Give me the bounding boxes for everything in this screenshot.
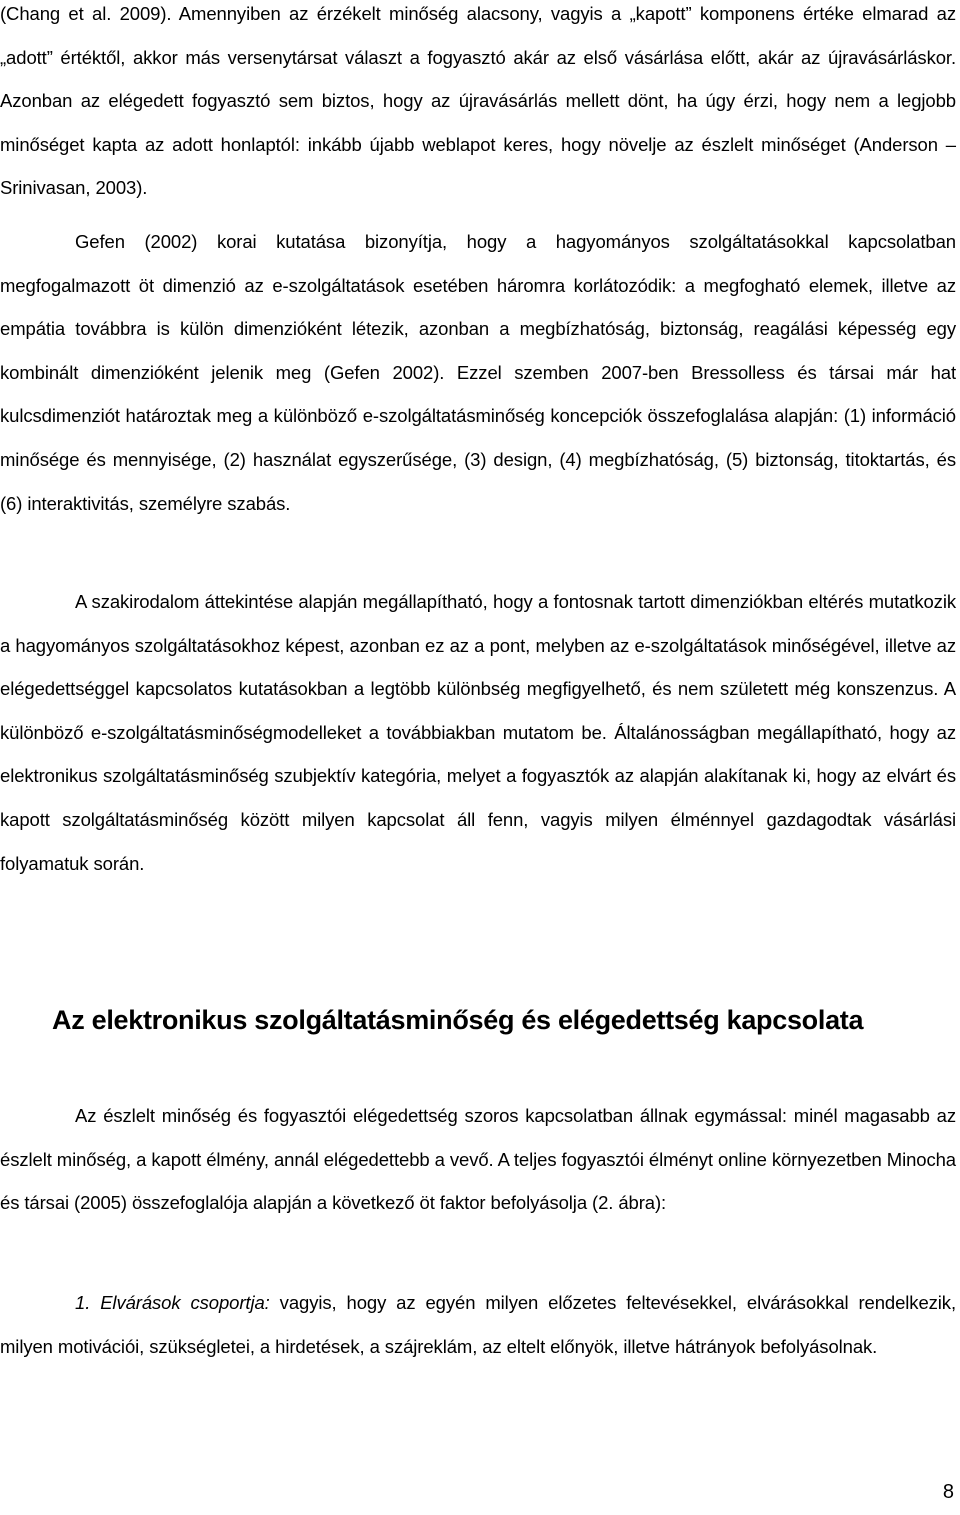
paragraph-1 xyxy=(0,0,956,210)
list-item-1-label: 1. Elvárások csoportja: xyxy=(75,1292,270,1313)
paragraph-2 xyxy=(0,220,956,525)
paragraph-2-text: Gefen (2002) korai kutatása bizonyítja, hogy a hagyományos szolgáltatásokkal kapcsolatban megfogalmazott öt dimenzió az e-szolgáltatások esetében háromra korlátozódik: a megfogható elemek, illetve az empátia továbbra is külön dimenzióként létezik, azonban a megbízhatóság, biztonság, reagálási képesség egy kombinált dimenzióként jelenik meg (Gefen 2002). Ezzel szemben 2007-ben Bressolless és társai már hat kulcsdimenziót határoztak meg a különböző e-szolgáltatásminőség koncepciók összefoglalása alapján: (1) információ minősége és mennyisége, (2) használat egyszerűsége, (3) design, (4) megbízhatóság, (5) biztonság, titoktartás, és (6) interaktivitás, személyre szabás. xyxy=(0,231,956,514)
list-item-1-text: vagyis, hogy az egyén milyen előzetes feltevésekkel, elvárásokkal rendelkezik, milyen motivációi, szükségletei, a hirdetések, a szájreklám, az eltelt előnyök, illetve hátrányok befolyásolnak. xyxy=(0,1292,956,1357)
list-item-1 xyxy=(0,1281,956,1368)
paragraph-1-text: (Chang et al. 2009). Amennyiben az érzékelt minőség alacsony, vagyis a „kapott” komponens értéke elmarad az „adott” értéktől, akkor más versenytársat választ a fogyasztó akár az első vásárlása előtt, akár az újravásárláskor. Azonban az elégedett fogyasztó sem biztos, hogy az újravásárlás mellett dönt, ha úgy érzi, hogy nem a legjobb minőséget kapta az adott honlaptól: inkább újabb weblapot keres, hogy növelje az észlelt minőséget (Anderson – Srinivasan, 2003). xyxy=(0,3,956,198)
page-number: 8 xyxy=(942,1481,954,1503)
section-heading: Az elektronikus szolgáltatásminőség és elégedettség kapcsolata xyxy=(52,1005,864,1035)
paragraph-4-text: Az észlelt minőség és fogyasztói elégedettség szoros kapcsolatban állnak egymással: minél magasabb az észlelt minőség, a kapott élmény, annál elégedettebb a vevő. A teljes fogyasztói élményt online környezetben Minocha és társai (2005) összefoglalója alapján a következő öt faktor befolyásolja (2. ábra): xyxy=(0,1105,956,1214)
paragraph-3 xyxy=(0,580,956,885)
paragraph-3-text: A szakirodalom áttekintése alapján megállapítható, hogy a fontosnak tartott dimenziókban eltérés mutatkozik a hagyományos szolgáltatásokhoz képest, azonban ez az a pont, melyben az e-szolgáltatások minőségével, illetve az elégedettséggel kapcsolatos kutatásokban a legtöbb különbség megfigyelhető, és nem született még konszenzus. A különböző e-szolgáltatásminőségmodelleket a továbbiakban mutatom be. Általánosságban megállapítható, hogy az elektronikus szolgáltatásminőség szubjektív kategória, melyet a fogyasztók az alapján alakítanak ki, hogy az elvárt és kapott szolgáltatásminőség között milyen kapcsolat áll fenn, vagyis milyen élménnyel gazdagodtak vásárlási folyamatuk során. xyxy=(0,591,956,874)
paragraph-4 xyxy=(0,1094,956,1225)
